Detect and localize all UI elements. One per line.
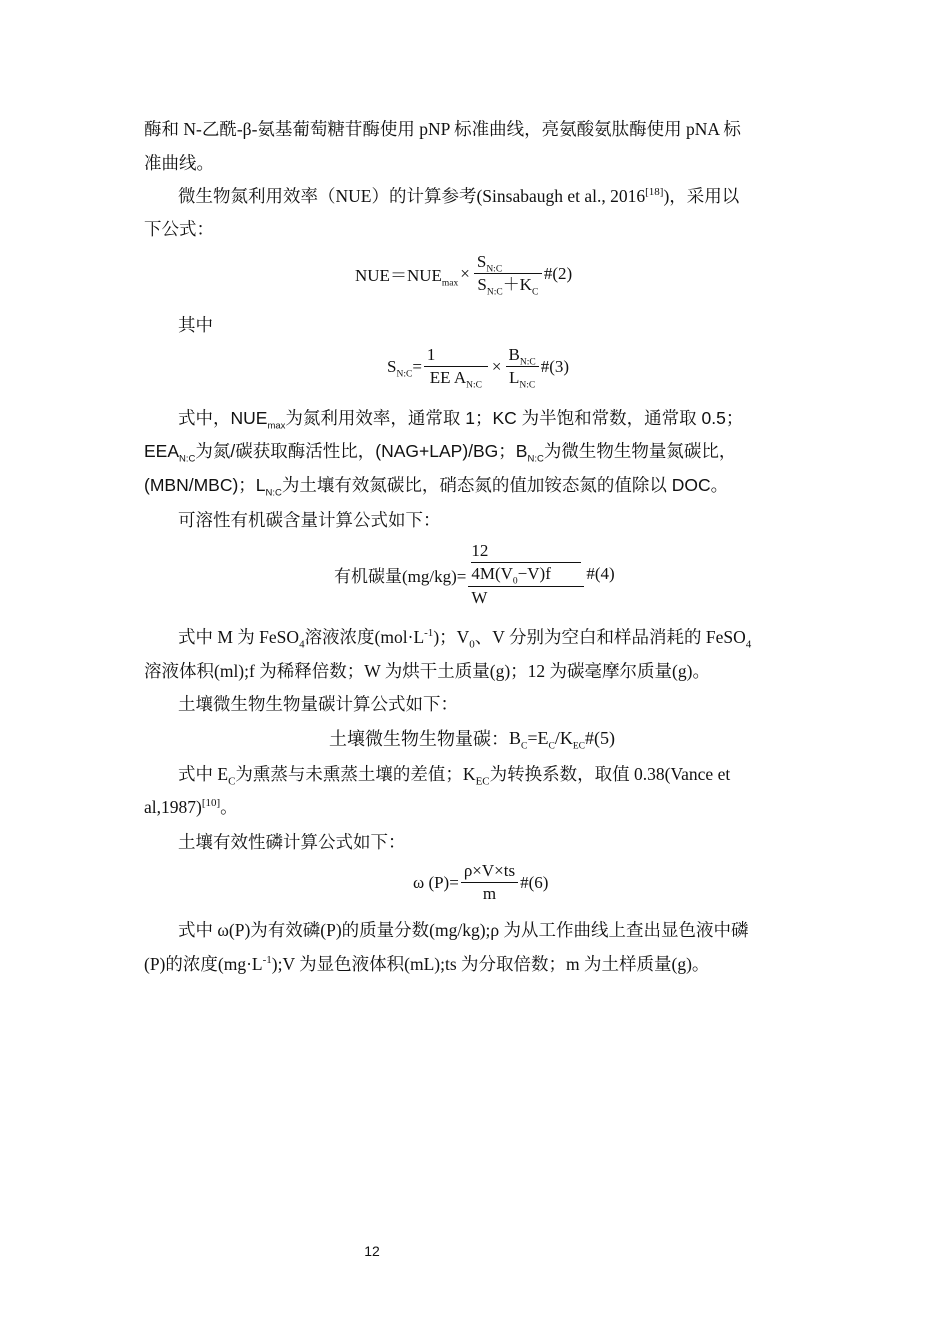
text: EEA bbox=[144, 441, 180, 461]
text: );V 为显色液体积(mL);ts 为分取倍数；m 为土样质量(g)。 bbox=[271, 954, 710, 974]
eq-lhs: ω (P)= bbox=[413, 872, 459, 892]
paragraph-line bbox=[178, 692, 458, 716]
fraction bbox=[461, 861, 518, 904]
paragraph-line bbox=[144, 439, 736, 463]
text: 酶和 N-乙酰-β-氨基葡萄糖苷酶使用 pNP 标准曲线，亮氨酸氨肽酶使用 pNA 标 bbox=[144, 119, 741, 139]
text: 准曲线。 bbox=[144, 153, 214, 173]
eq-lhs: 有机碳量(mg/kg)= bbox=[334, 566, 467, 586]
times-operator: × bbox=[460, 263, 470, 283]
fraction bbox=[506, 345, 539, 391]
citation: [18] bbox=[645, 186, 664, 199]
text: 式中 E bbox=[178, 764, 229, 784]
text: 为转换系数，取值 0.38(Vance et bbox=[489, 764, 731, 784]
text: 为土壤有效氮碳比，硝态氮的值加铵态氮的值除以 DOC。 bbox=[281, 475, 729, 495]
equation-tag: #(5) bbox=[585, 727, 615, 748]
text: 。 bbox=[220, 797, 238, 817]
numerator-bottom: $4M(V_0-V)f$ bbox=[471, 564, 551, 587]
paragraph-line bbox=[178, 830, 406, 854]
text: (MBN/MBC)；L bbox=[144, 475, 266, 495]
text: 、V 分别为空白和样品消耗的 FeSO bbox=[474, 627, 746, 647]
equation-5 bbox=[329, 725, 615, 751]
fraction bbox=[424, 345, 488, 391]
text: 为熏蒸与未熏蒸土壤的差值；K bbox=[235, 764, 476, 784]
numerator bbox=[468, 540, 584, 587]
fraction bbox=[474, 252, 542, 298]
paragraph-line bbox=[178, 508, 441, 532]
denominator: EE $A_{N:C}$ bbox=[429, 368, 482, 391]
text: 式中 M 为 FeSO bbox=[178, 627, 300, 647]
paragraph-line bbox=[178, 625, 751, 649]
paragraph-line bbox=[178, 918, 749, 942]
citation: [10] bbox=[201, 797, 221, 810]
denominator: m bbox=[482, 884, 497, 903]
paragraph-line bbox=[144, 217, 214, 241]
paragraph-line bbox=[144, 952, 709, 976]
equation-tag: #(2) bbox=[543, 263, 573, 283]
superscript: -1 bbox=[424, 627, 434, 640]
subscript: C bbox=[228, 775, 236, 788]
equation-3 bbox=[387, 345, 570, 391]
times-operator: × bbox=[491, 356, 502, 376]
subscript: max bbox=[267, 420, 286, 432]
paragraph-line bbox=[144, 473, 728, 497]
subscript: EC bbox=[475, 775, 490, 788]
text: )；V bbox=[433, 627, 470, 647]
text: 为氮/碳获取酶活性比，(NAG+LAP)/BG；B bbox=[195, 441, 528, 461]
subscript: 4 bbox=[745, 638, 752, 651]
equation-2 bbox=[355, 252, 573, 298]
text: 其中 bbox=[178, 315, 213, 335]
subscript: N:C bbox=[179, 453, 196, 465]
text: 为微生物生物量氮碳比， bbox=[543, 441, 737, 461]
fraction bbox=[468, 540, 584, 608]
numerator: $S_{N:C}$ bbox=[474, 252, 542, 274]
subscript: N:C bbox=[527, 453, 544, 465]
paragraph-line bbox=[144, 659, 710, 683]
paragraph-line bbox=[178, 406, 743, 430]
text: al,1987) bbox=[144, 797, 202, 817]
text: )，采用以 bbox=[663, 186, 740, 206]
paragraph-line bbox=[144, 151, 214, 175]
equation-tag: #(6) bbox=[520, 872, 549, 892]
eq-lhs: $S_{N:C}$ bbox=[387, 356, 413, 379]
eq-label: 土壤微生物生物量碳： bbox=[329, 729, 509, 749]
eq-lhs: $NUE=NUE_{max}$ bbox=[355, 266, 459, 289]
equals-operator: = bbox=[412, 356, 422, 376]
superscript: -1 bbox=[262, 954, 272, 967]
page-number: 12 bbox=[364, 1243, 380, 1259]
text: (P)的浓度(mg·L bbox=[144, 954, 263, 974]
denominator: $S_{N:C}+K_C$ bbox=[477, 275, 539, 298]
paragraph-line bbox=[178, 762, 730, 786]
equation-6 bbox=[413, 861, 548, 904]
denominator: $L_{N:C}$ bbox=[508, 368, 536, 391]
subscript: N:C bbox=[265, 487, 282, 499]
paragraph-line bbox=[144, 795, 238, 819]
text: 为氮利用效率，通常取 1；KC 为半饱和常数，通常取 0.5； bbox=[285, 408, 744, 428]
paragraph-line bbox=[144, 117, 741, 141]
denominator: W bbox=[471, 588, 488, 607]
text: 可溶性有机碳含量计算公式如下： bbox=[178, 510, 441, 530]
numerator: ρ×V×ts bbox=[461, 861, 518, 883]
text: 式中 ω(P)为有效磷(P)的质量分数(mg/kg);ρ 为从工作曲线上查出显色液中磷 bbox=[178, 920, 749, 940]
text: 下公式： bbox=[144, 219, 214, 239]
equation-tag: #(3) bbox=[540, 356, 570, 376]
text: 溶液体积(ml);f 为稀释倍数；W 为烘干土质量(g)；12 为碳毫摩尔质量(g)。 bbox=[144, 661, 710, 681]
equation-tag: #(4) bbox=[586, 564, 615, 583]
text: 溶液浓度(mol·L bbox=[304, 627, 425, 647]
equation-4 bbox=[334, 540, 615, 608]
text: 土壤微生物生物量碳计算公式如下： bbox=[178, 694, 458, 714]
paragraph-line bbox=[178, 184, 739, 208]
numerator: 1 bbox=[424, 345, 488, 367]
numerator: $B_{N:C}$ bbox=[506, 345, 539, 367]
text: 微生物氮利用效率（NUE）的计算参考(Sinsabaugh et al., 2016 bbox=[178, 186, 646, 206]
eq-body: $B_C=E_C/K_{EC}$ bbox=[509, 727, 585, 752]
text: 土壤有效性磷计算公式如下： bbox=[178, 832, 406, 852]
numerator-top: 12 bbox=[471, 540, 581, 563]
subscript: 0 bbox=[469, 638, 475, 651]
text: 式中，NUE bbox=[178, 408, 268, 428]
paragraph-line bbox=[178, 313, 213, 337]
subscript: 4 bbox=[299, 638, 305, 651]
